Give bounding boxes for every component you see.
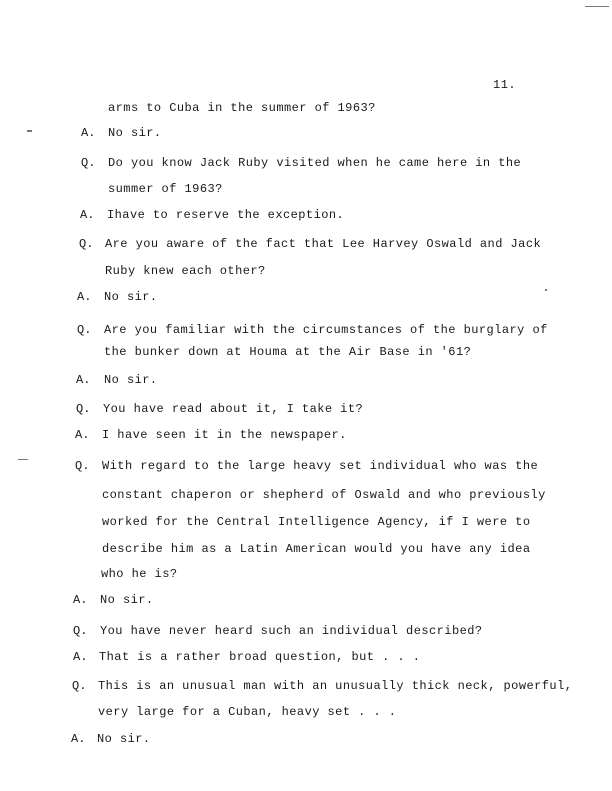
line-text: You have never heard such an individual described? <box>100 624 483 638</box>
speaker-label: A. <box>73 593 88 607</box>
transcript-line <box>0 731 612 747</box>
line-text: very large for a Cuban, heavy set . . . <box>98 705 397 719</box>
speaker-label: Q. <box>76 402 91 416</box>
speaker-label: A. <box>77 290 92 304</box>
scan-mark <box>585 6 609 7</box>
line-text: worked for the Central Intelligence Agency, if I were to <box>102 515 531 529</box>
speaker-label: Q. <box>72 679 87 693</box>
line-text: You have read about it, I take it? <box>103 402 364 416</box>
transcript-line <box>0 678 612 694</box>
speaker-label: Q. <box>73 624 88 638</box>
transcript-line <box>0 401 612 417</box>
line-text: That is a rather broad question, but . . . <box>99 650 421 664</box>
line-text: No sir. <box>104 373 158 387</box>
transcript-line <box>0 458 612 474</box>
transcript-line <box>0 592 612 608</box>
transcript-line <box>0 100 612 116</box>
line-text: the bunker down at Houma at the Air Base in '61? <box>104 345 472 359</box>
transcript-line <box>0 372 612 388</box>
speaker-label: A. <box>71 732 86 746</box>
line-text: Do you know Jack Ruby visited when he came here in the <box>108 156 522 170</box>
transcript-line <box>0 566 612 582</box>
transcript-line <box>0 322 612 338</box>
speaker-label: Q. <box>77 323 92 337</box>
speaker-label: A. <box>73 650 88 664</box>
transcript-line <box>0 514 612 530</box>
transcript-line <box>0 704 612 720</box>
line-text: who he is? <box>101 567 178 581</box>
line-text: No sir. <box>97 732 151 746</box>
line-text: Ihave to reserve the exception. <box>107 208 345 222</box>
line-text: Are you aware of the fact that Lee Harvey Oswald and Jack <box>105 237 542 251</box>
page-number: 11. <box>493 78 517 92</box>
transcript-line <box>0 181 612 197</box>
transcript-line <box>0 263 612 279</box>
speaker-label: A. <box>81 126 96 140</box>
transcript-line <box>0 125 612 141</box>
speaker-label: A. <box>80 208 95 222</box>
transcript-line <box>0 289 612 305</box>
transcript-line <box>0 344 612 360</box>
line-text: arms to Cuba in the summer of 1963? <box>108 101 376 115</box>
line-text: summer of 1963? <box>108 182 223 196</box>
speaker-label: A. <box>76 373 91 387</box>
speaker-label: Q. <box>81 156 96 170</box>
transcript-line <box>0 427 612 443</box>
transcript-line <box>0 155 612 171</box>
line-text: describe him as a Latin American would you have any idea <box>102 542 531 556</box>
line-text: Ruby knew each other? <box>105 264 266 278</box>
line-text: No sir. <box>104 290 158 304</box>
transcript-line <box>0 649 612 665</box>
transcript-line <box>0 541 612 557</box>
transcript-line <box>0 623 612 639</box>
transcript-line <box>0 236 612 252</box>
line-text: This is an unusual man with an unusually thick neck, powerful, <box>98 679 573 693</box>
speaker-label: Q. <box>75 459 90 473</box>
transcript-line <box>0 207 612 223</box>
line-text: With regard to the large heavy set individual who was the <box>102 459 539 473</box>
line-text: No sir. <box>108 126 162 140</box>
line-text: Are you familiar with the circumstances of the burglary of <box>104 323 548 337</box>
speaker-label: Q. <box>79 237 94 251</box>
line-text: No sir. <box>100 593 154 607</box>
line-text: I have seen it in the newspaper. <box>102 428 347 442</box>
transcript-line <box>0 487 612 503</box>
speaker-label: A. <box>75 428 90 442</box>
line-text: constant chaperon or shepherd of Oswald and who previously <box>102 488 546 502</box>
